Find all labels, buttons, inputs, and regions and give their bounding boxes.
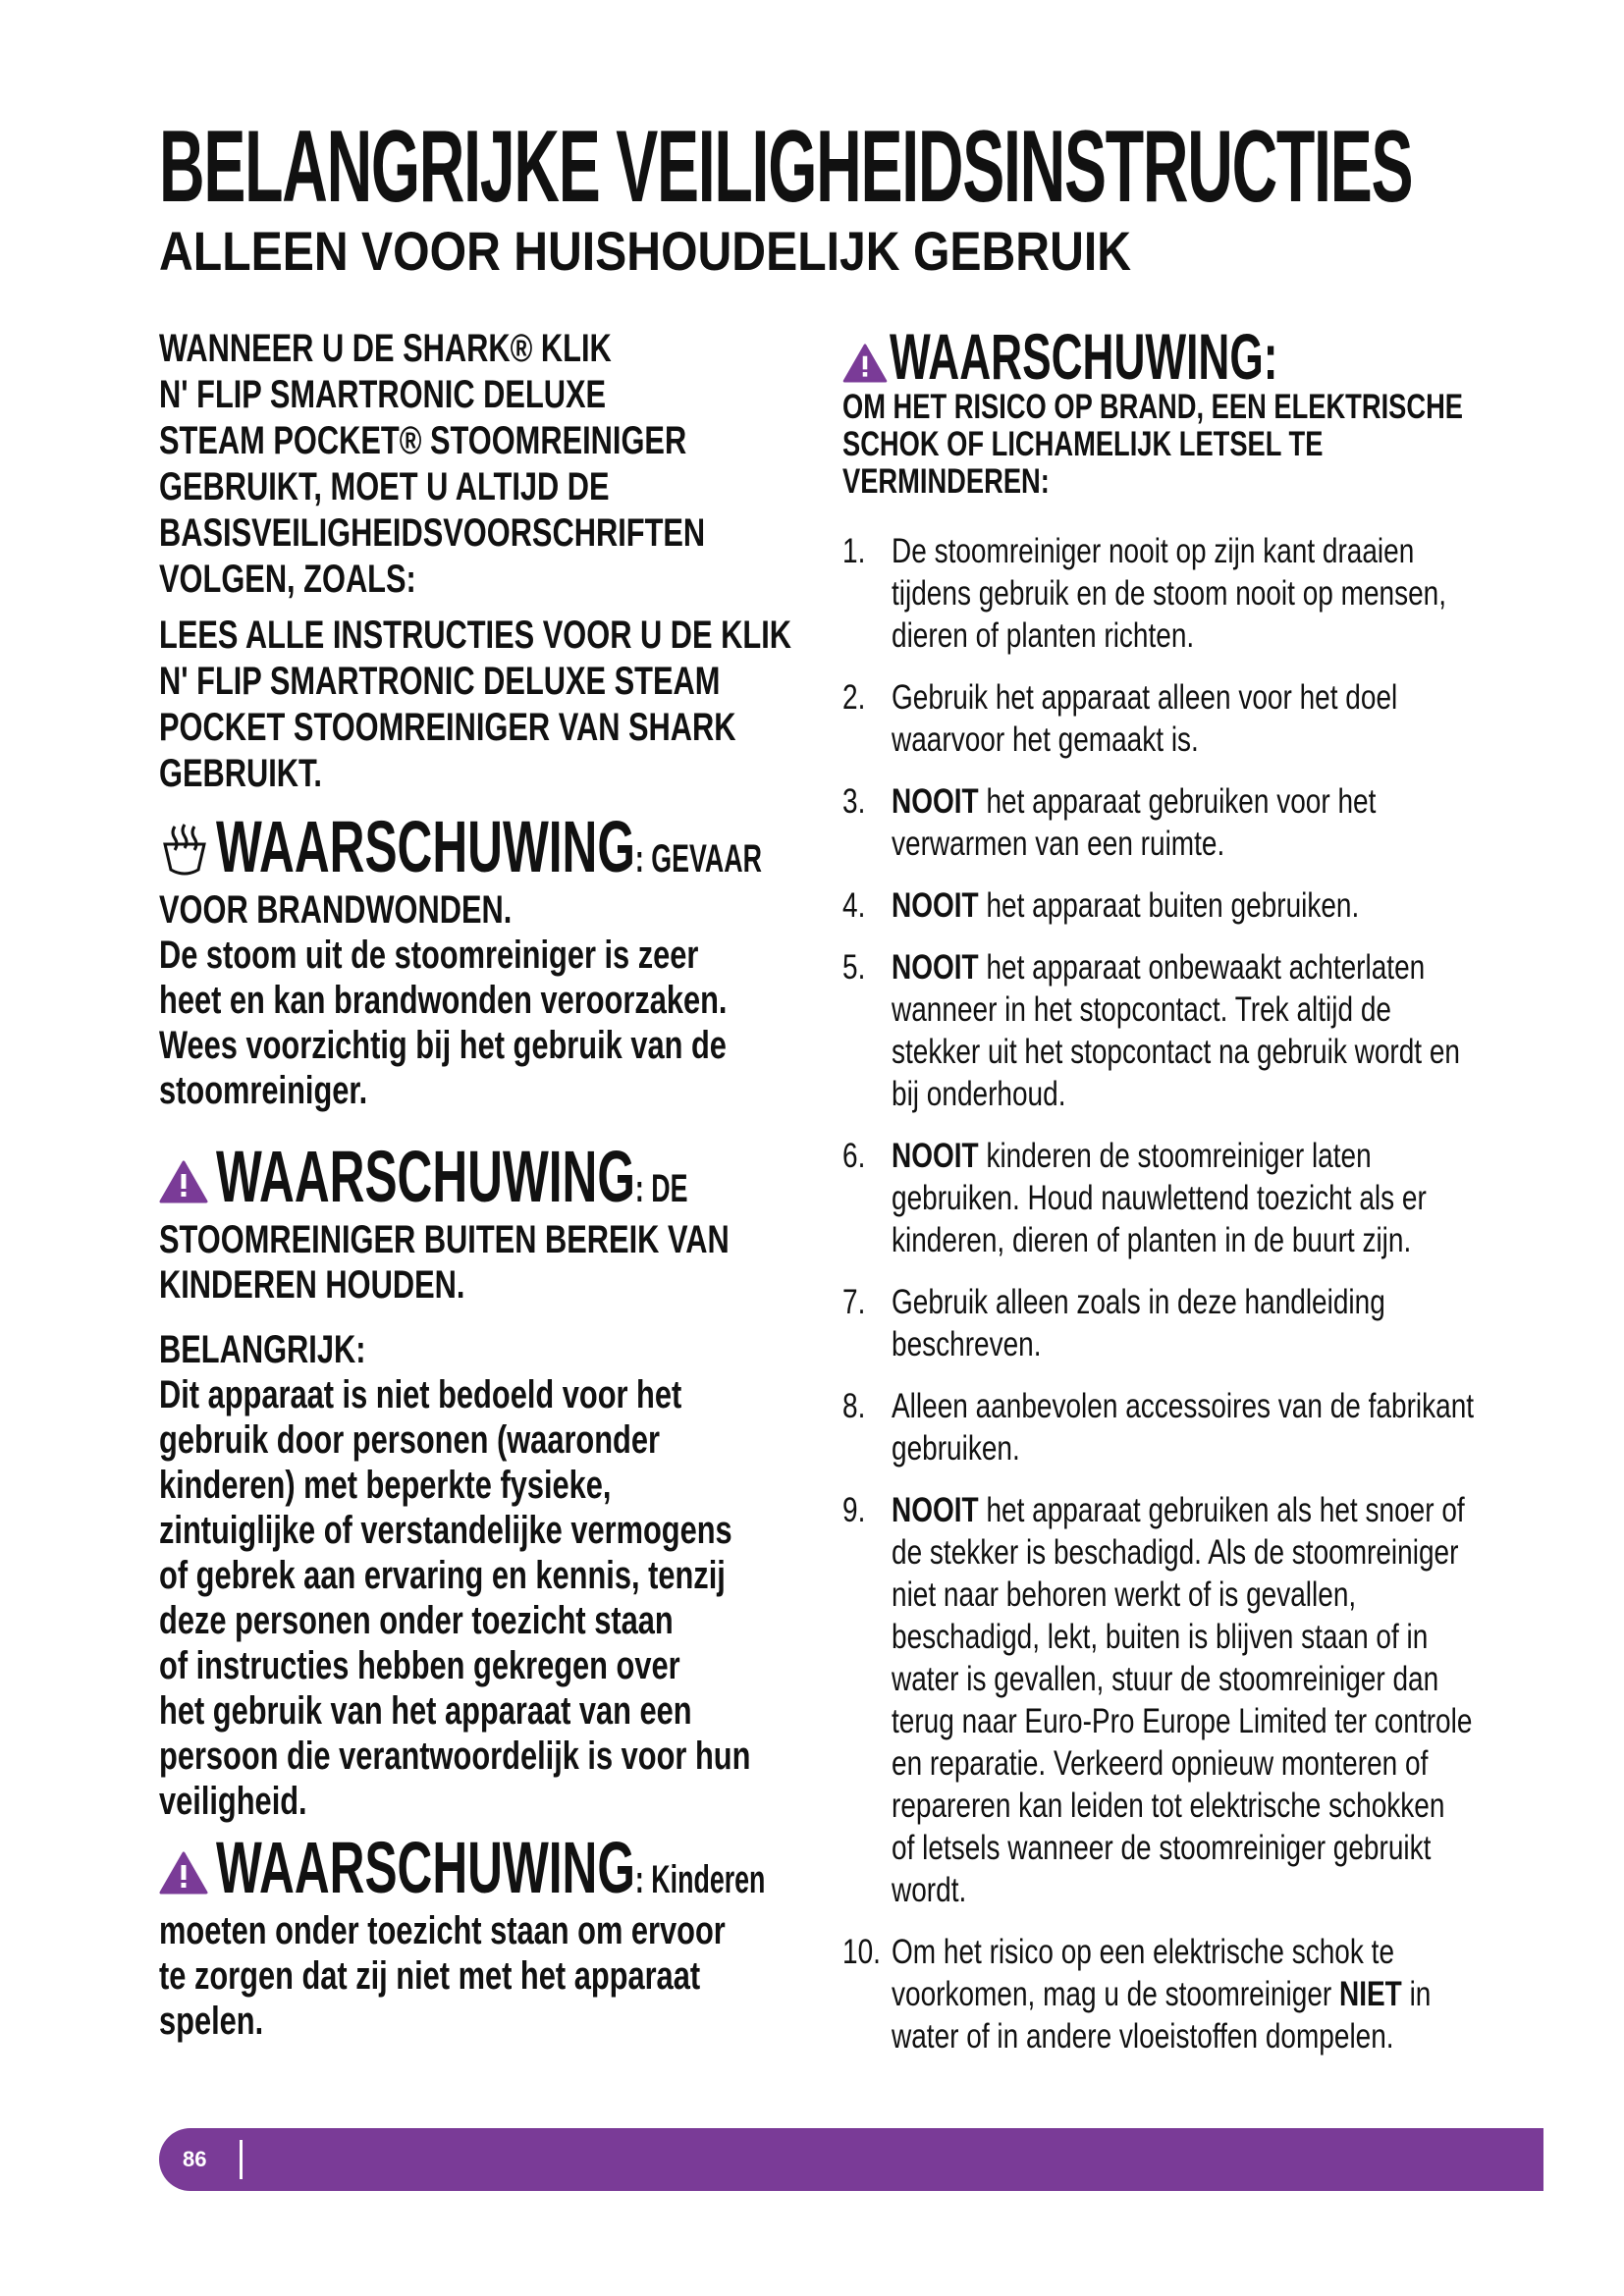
warning-line: OM HET RISICO OP BRAND, EEN ELEKTRISCHE [842, 388, 1464, 426]
list-line: en reparatie. Verkeerd opnieuw monteren of [892, 1744, 1429, 1783]
list-line: De stoomreiniger nooit op zijn kant draaien [892, 532, 1415, 570]
list-number: 10. [842, 1933, 881, 1971]
page-title: BELANGRIJKE VEILIGHEIDSINSTRUCTIES [159, 110, 1413, 224]
warning-line: VOOR BRANDWONDEN. [159, 888, 513, 932]
list-number: 6. [842, 1137, 866, 1175]
read-instructions-block [159, 613, 791, 797]
list-number: 2. [842, 678, 866, 717]
warning-children-header [159, 1136, 807, 1217]
intro-line: VOLGEN, ZOALS: [159, 558, 416, 601]
warning-supervision-header [159, 1827, 807, 1908]
list-line: stekker uit het stopcontact na gebruik wordt en [892, 1033, 1460, 1071]
warning-children-text [159, 1217, 730, 1308]
intro-block [159, 326, 706, 603]
list-bold: NIET [1339, 1975, 1402, 2013]
list-line: tijdens gebruik en de stoom nooit op mensen, [892, 574, 1447, 613]
intro-line: BASISVEILIGHEIDSVOORSCHRIFTEN [159, 511, 706, 555]
important-line: Dit apparaat is niet bedoeld voor het [159, 1373, 682, 1416]
warning-line: te zorgen dat zij niet met het apparaat [159, 1954, 701, 1998]
read-line: LEES ALLE INSTRUCTIES VOOR U DE KLIK [159, 614, 791, 657]
warning-tail: : Kinderen [634, 1858, 766, 1901]
hot-steam-icon [159, 823, 210, 878]
important-line: deze personen onder toezicht staan [159, 1599, 674, 1642]
warning-line: heet en kan brandwonden veroorzaken. [159, 979, 728, 1022]
important-line: kinderen) met beperkte fysieke, [159, 1464, 612, 1507]
list-line: water is gevallen, stuur de stoomreiniger dan [892, 1660, 1439, 1698]
list-line: verwarmen van een ruimte. [892, 825, 1225, 863]
warning-line: KINDEREN HOUDEN. [159, 1263, 465, 1307]
list-item [842, 1385, 1490, 1469]
list-item [842, 530, 1490, 657]
intro-line: GEBRUIKT, MOET U ALTIJD DE [159, 465, 610, 508]
list-line: beschadigd, lekt, buiten is blijven staan of in [892, 1618, 1429, 1656]
page-number: 86 [183, 2147, 207, 2171]
list-line: repareren kan leiden tot elektrische schokken [892, 1787, 1445, 1825]
right-column [842, 320, 1490, 501]
list-line: of letsels wanneer de stoomreiniger gebruikt [892, 1829, 1432, 1867]
list-line: gebruiken. [892, 1429, 1020, 1468]
list-line: Alleen aanbevolen accessoires van de fabrikant [892, 1387, 1475, 1425]
warning-line: Wees voorzichtig bij het gebruik van de [159, 1024, 727, 1067]
list-line: Om het risico op een elektrische schok te [892, 1933, 1395, 1971]
right-warning-text [842, 388, 1464, 501]
list-item [842, 884, 1490, 927]
safety-list [842, 530, 1490, 2077]
list-bold: NOOIT [892, 948, 979, 987]
warning-label: WAARSCHUWING [216, 1136, 635, 1217]
footer-bar [159, 2128, 1543, 2191]
important-line: of gebrek aan ervaring en kennis, tenzij [159, 1554, 726, 1597]
list-line: dieren of planten richten. [892, 616, 1195, 655]
list-number: 9. [842, 1491, 866, 1529]
list-number: 7. [842, 1283, 866, 1321]
list-number: 5. [842, 948, 866, 987]
warning-triangle-icon [159, 1160, 208, 1203]
list-number: 4. [842, 886, 866, 925]
list-line: kinderen de stoomreiniger laten [978, 1137, 1372, 1175]
important-line: persoon die verantwoordelijk is voor hun [159, 1735, 751, 1778]
important-line: zintuiglijke of verstandelijke vermogens [159, 1509, 732, 1552]
list-line: gebruiken. Houd nauwlettend toezicht als er [892, 1179, 1427, 1217]
list-item [842, 676, 1490, 761]
intro-line: N' FLIP SMARTRONIC DELUXE [159, 373, 607, 416]
right-warning-header [842, 320, 1490, 393]
warning-line: spelen. [159, 2000, 264, 2043]
read-line: GEBRUIKT. [159, 752, 322, 795]
intro-line: STEAM POCKET® STOOMREINIGER [159, 419, 687, 462]
list-bold: NOOIT [892, 782, 979, 821]
warning-line: STOOMREINIGER BUITEN BEREIK VAN [159, 1218, 730, 1261]
warning-tail: : DE [634, 1167, 688, 1210]
list-item [842, 946, 1490, 1115]
warning-burn-header [159, 806, 807, 887]
warning-line: SCHOK OF LICHAMELIJK LETSEL TE [842, 425, 1324, 463]
list-line: bij onderhoud. [892, 1075, 1066, 1113]
warning-triangle-icon [842, 344, 888, 383]
list-line: voorkomen, mag u de stoomreiniger [892, 1975, 1339, 2013]
list-number: 8. [842, 1387, 866, 1425]
list-line: het apparaat gebruiken als het snoer of [978, 1491, 1465, 1529]
list-item [842, 1489, 1490, 1911]
warning-supervision-text [159, 1908, 726, 2044]
important-label: BELANGRIJK: [159, 1328, 366, 1371]
warning-tail: : GEVAAR [634, 837, 762, 881]
list-line: wordt. [892, 1871, 967, 1909]
list-line: water of in andere vloeistoffen dompelen. [892, 2017, 1394, 2056]
list-line: niet naar behoren werkt of is gevallen, [892, 1575, 1357, 1614]
important-block [159, 1327, 751, 1824]
list-item [842, 780, 1490, 865]
list-line: de stekker is beschadigd. Als de stoomreiniger [892, 1533, 1459, 1572]
intro-line: WANNEER U DE SHARK® KLIK [159, 327, 612, 370]
read-line: POCKET STOOMREINIGER VAN SHARK [159, 706, 736, 749]
read-line: N' FLIP SMARTRONIC DELUXE STEAM [159, 660, 721, 703]
list-line: wanneer in het stopcontact. Trek altijd de [892, 990, 1391, 1029]
important-line: het gebruik van het apparaat van een [159, 1689, 692, 1733]
warning-triangle-icon [159, 1851, 208, 1895]
footer-divider [240, 2140, 243, 2179]
list-item [842, 1931, 1490, 2057]
list-line: kinderen, dieren of planten in de buurt zijn. [892, 1221, 1412, 1259]
warning-label: WAARSCHUWING [216, 806, 635, 887]
warning-label: WAARSCHUWING [216, 1827, 635, 1908]
warning-burn-text [159, 887, 728, 1113]
list-line: terug naar Euro-Pro Europe Limited ter controle [892, 1702, 1473, 1740]
important-line: gebruik door personen (waaronder [159, 1418, 660, 1462]
list-line: het apparaat gebruiken voor het [978, 782, 1377, 821]
left-column [159, 326, 807, 2044]
list-item [842, 1281, 1490, 1365]
page-subtitle: ALLEEN VOOR HUISHOUDELIJK GEBRUIK [159, 220, 1132, 282]
list-line: in [1401, 1975, 1432, 2013]
list-bold: NOOIT [892, 886, 979, 925]
list-bold: NOOIT [892, 1137, 979, 1175]
list-number: 1. [842, 532, 866, 570]
warning-line: stoomreiniger. [159, 1069, 368, 1112]
important-line: of instructies hebben gekregen over [159, 1644, 680, 1687]
list-line: het apparaat onbewaakt achterlaten [978, 948, 1426, 987]
warning-line: VERMINDEREN: [842, 462, 1050, 501]
important-line: veiligheid. [159, 1780, 307, 1823]
right-warning-label: WAARSCHUWING: [890, 320, 1278, 393]
list-line: waarvoor het gemaakt is. [892, 721, 1199, 759]
list-number: 3. [842, 782, 866, 821]
warning-line: moeten onder toezicht staan om ervoor [159, 1909, 726, 1952]
list-line: beschreven. [892, 1325, 1042, 1363]
list-bold: NOOIT [892, 1491, 979, 1529]
list-line: het apparaat buiten gebruiken. [978, 886, 1360, 925]
list-item [842, 1135, 1490, 1261]
list-line: Gebruik het apparaat alleen voor het doel [892, 678, 1398, 717]
list-line: Gebruik alleen zoals in deze handleiding [892, 1283, 1385, 1321]
warning-line: De stoom uit de stoomreiniger is zeer [159, 934, 699, 977]
